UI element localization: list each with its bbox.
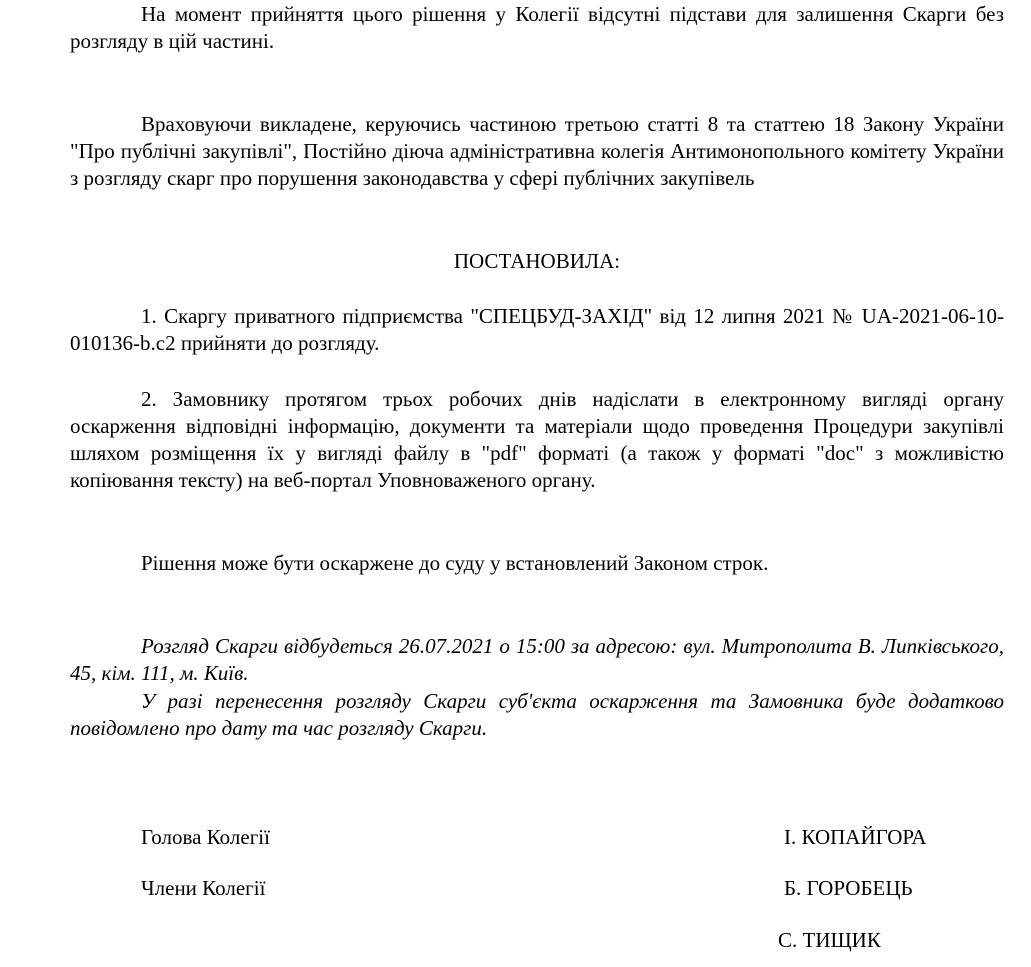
member-name-2: С. ТИЩИК bbox=[778, 928, 881, 952]
resolution-heading: ПОСТАНОВИЛА: bbox=[453, 249, 621, 273]
hearing-paragraph: Розгляд Скарги відбудеться 26.07.2021 о 15:00 за адресою: вул. Митрополита В. Липківського, 45, кім. 111, м. Київ. bbox=[70, 634, 1004, 685]
resolution-item-2: 2. Замовнику протягом трьох робочих днів надіслати в електронному вигляді органу оскарження відповідні інформацію, документи та матеріали щодо проведення Процедури закупівлі шляхом розміщення їх у вигляді файлу в "pdf" форматі (а також у форматі "doc" з можливістю копіювання тексту) на веб-портал Уповноваженого органу. bbox=[70, 387, 1004, 492]
resolution-item-1: 1. Скаргу приватного підприємства "СПЕЦБУД-ЗАХІД" від 12 липня 2021 № UA-2021-06-10-010136-b.c2 прийняти до розгляду. bbox=[70, 304, 1004, 355]
paragraph-considering: Враховуючи викладене, керуючись частиною третьою статті 8 та статтею 18 Закону України "Про публічні закупівлі", Постійно діюча адміністративна колегія Антимонопольного комітету України з розгляду скарг про порушення законодавства у сфері публічних закупівель bbox=[70, 112, 1004, 190]
member-name-1: Б. ГОРОБЕЦЬ bbox=[784, 876, 913, 900]
members-label: Члени Колегії bbox=[141, 876, 266, 900]
appeal-paragraph: Рішення може бути оскаржене до суду у встановлений Законом строк. bbox=[141, 551, 769, 575]
head-name: І. КОПАЙГОРА bbox=[784, 825, 927, 849]
rescheduling-notice: У разі перенесення розгляду Скарги суб'єкта оскарження та Замовника буде додатково повідомлено про дату та час розгляду Скарги. bbox=[70, 689, 1004, 740]
head-label: Голова Колегії bbox=[141, 825, 270, 849]
paragraph-no-grounds: На момент прийняття цього рішення у Колегії відсутні підстави для залишення Скарги без розгляду в цій частині. bbox=[70, 2, 1004, 53]
